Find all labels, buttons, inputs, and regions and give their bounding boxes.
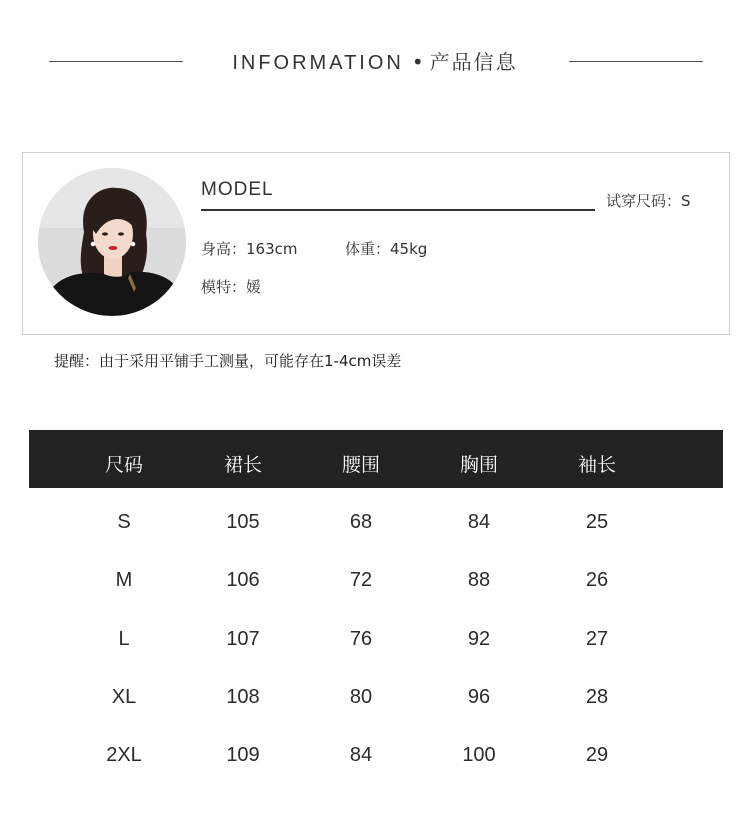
cell-sleeve-length: 25 <box>585 511 609 533</box>
cell-waist: 80 <box>349 686 373 708</box>
title-separator: • <box>411 50 426 74</box>
cell-skirt-length: 108 <box>226 686 260 708</box>
header-sleeve-length: 袖长 <box>577 454 616 476</box>
header-divider-right <box>569 61 703 62</box>
cell-sleeve-length: 26 <box>585 569 609 591</box>
model-avatar <box>38 168 186 316</box>
header-skirt-length: 裙长 <box>223 454 262 476</box>
table-row <box>29 555 723 613</box>
cell-bust: 92 <box>467 628 491 650</box>
model-card <box>22 152 730 335</box>
cell-sleeve-length: 27 <box>585 628 609 650</box>
cell-size: XL <box>111 686 137 708</box>
cell-waist: 84 <box>349 744 373 766</box>
cell-waist: 72 <box>349 569 373 591</box>
cell-bust: 100 <box>462 744 496 766</box>
model-weight: 体重：45kg <box>345 240 428 258</box>
model-height: 身高：163cm <box>201 240 298 258</box>
table-row <box>29 614 723 672</box>
header-size: 尺码 <box>104 454 143 476</box>
cell-size: S <box>117 511 131 533</box>
model-heading-underline <box>201 209 595 211</box>
cell-size: M <box>115 569 133 591</box>
model-heading: MODEL <box>201 179 274 200</box>
section-title-en: INFORMATION <box>232 52 404 74</box>
measurement-notice: 提醒：由于采用平铺手工测量，可能存在1-4cm误差 <box>54 352 402 370</box>
cell-waist: 76 <box>349 628 373 650</box>
size-tried: 试穿尺码：S <box>606 192 691 210</box>
cell-bust: 88 <box>467 569 491 591</box>
cell-skirt-length: 109 <box>226 744 260 766</box>
header-divider-left <box>49 61 183 62</box>
cell-skirt-length: 105 <box>226 511 260 533</box>
size-table-header <box>29 430 723 488</box>
cell-skirt-length: 107 <box>226 628 260 650</box>
cell-size: L <box>118 628 130 650</box>
cell-bust: 96 <box>467 686 491 708</box>
table-row <box>29 497 723 555</box>
header-waist: 腰围 <box>341 454 380 476</box>
section-title-cn: 产品信息 <box>429 50 518 74</box>
section-title <box>210 46 540 75</box>
table-row <box>29 672 723 730</box>
cell-sleeve-length: 29 <box>585 744 609 766</box>
cell-waist: 68 <box>349 511 373 533</box>
cell-skirt-length: 106 <box>226 569 260 591</box>
table-row <box>29 730 723 788</box>
cell-size: 2XL <box>106 744 142 766</box>
cell-bust: 84 <box>467 511 491 533</box>
cell-sleeve-length: 28 <box>585 686 609 708</box>
model-name: 模特：媛 <box>201 278 262 296</box>
header-bust: 胸围 <box>459 454 498 476</box>
